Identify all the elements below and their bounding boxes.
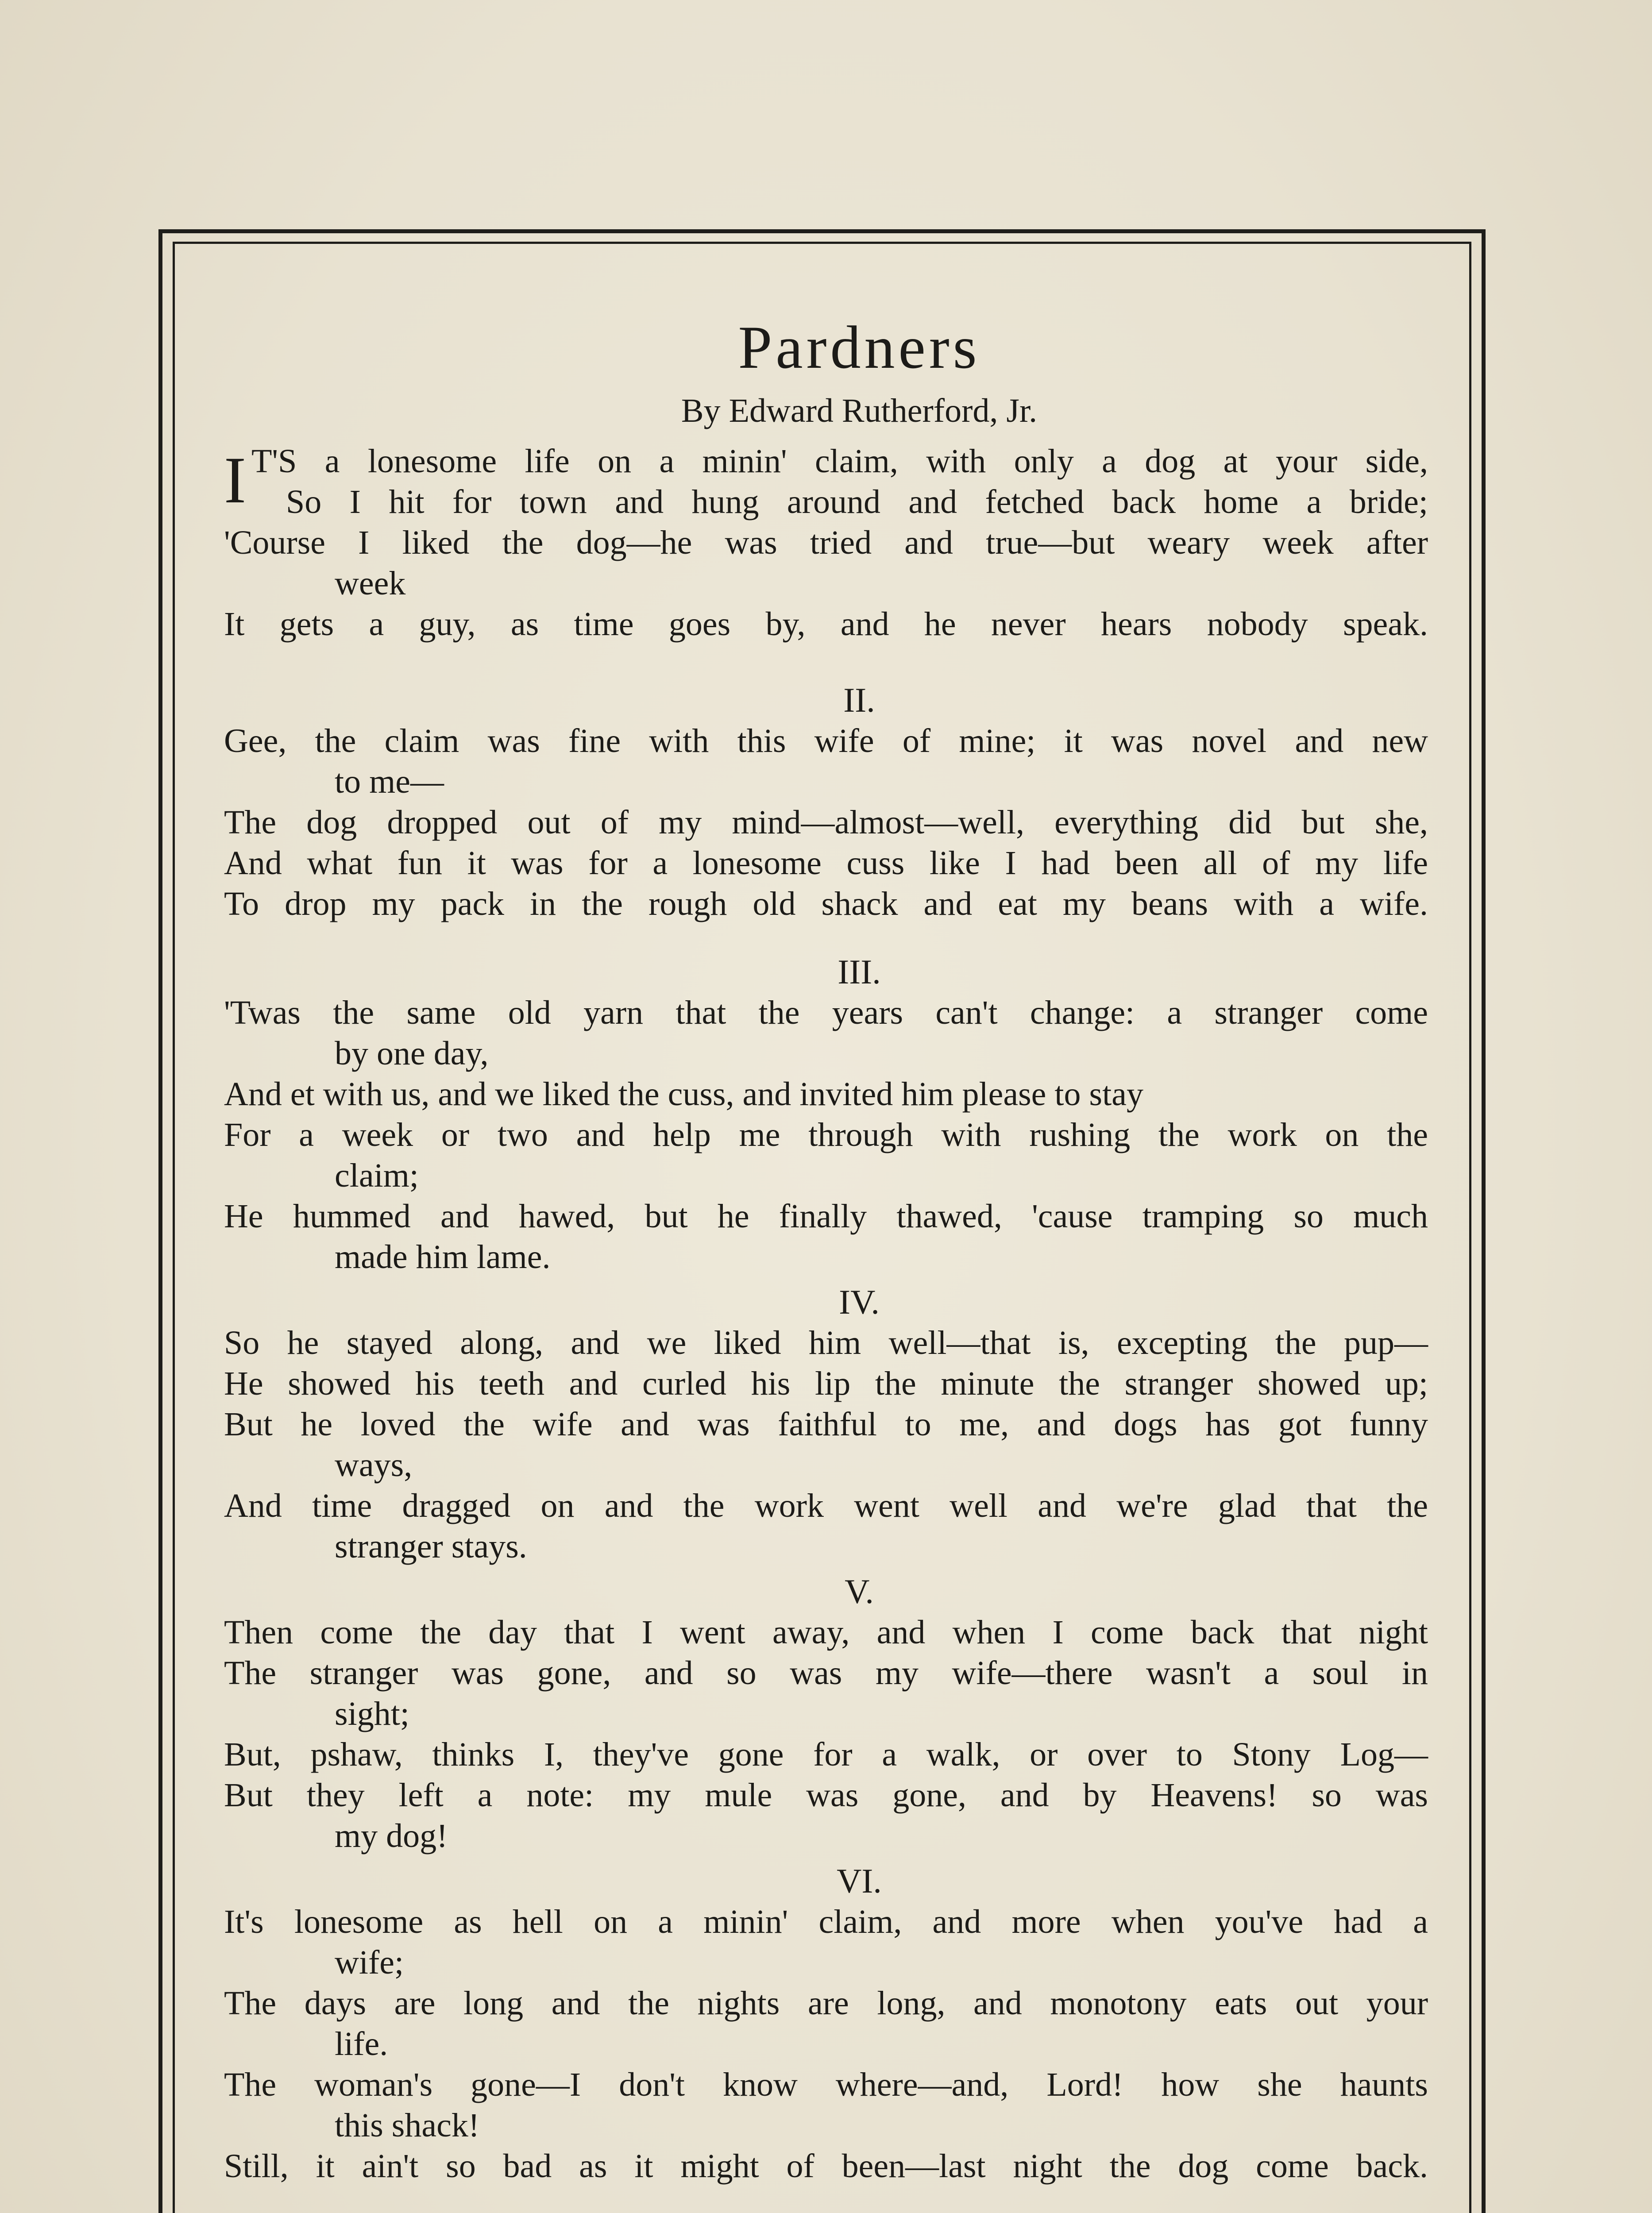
stanza-5-line-1: Then come the day that I went away, and when I come back that night xyxy=(224,1614,1428,1651)
stanza-3-number: III. xyxy=(838,952,881,991)
stanza-4-line-3: But he loved the wife and was faithful to me, and dogs has got funny xyxy=(224,1406,1428,1443)
stanza-6-line-3: The woman's gone—I don't know where—and, Lord! how she haunts xyxy=(224,2066,1428,2103)
stanza-6-line-2: The days are long and the nights are long, and monotony eats out your xyxy=(224,1985,1428,2022)
stanza-1 xyxy=(224,441,1428,644)
stanza-2-line-1: Gee, the claim was fine with this wife of mine; it was novel and new xyxy=(224,722,1428,760)
stanza-5-line-4: But they left a note: my mule was gone, and by Heavens! so was xyxy=(224,1777,1428,1814)
stanza-1-line-4: It gets a guy, as time goes by, and he never hears nobody speak. xyxy=(224,605,1428,643)
stanza-6-line-1-cont: wife; xyxy=(335,1944,404,1981)
stanza-3-line-3-cont: claim; xyxy=(335,1157,419,1194)
stanza-5-number: V. xyxy=(845,1572,874,1611)
stanza-5-line-4-cont: my dog! xyxy=(335,1817,448,1854)
stanza-1-line-3: 'Course I liked the dog—he was tried and true—but weary week after xyxy=(224,524,1428,561)
stanza-1-line-1: I T'S a lonesome life on a minin' claim, with only a dog at your side, xyxy=(224,443,1428,517)
stanza-2-line-4: To drop my pack in the rough old shack and eat my beans with a wife. xyxy=(224,885,1428,922)
stanza-1-line-2: So I hit for town and hung around and fetched back home a bride; xyxy=(286,483,1428,520)
stanza-4-line-4: And time dragged on and the work went well and we're glad that the xyxy=(224,1487,1428,1524)
stanza-5 xyxy=(224,1571,1428,1856)
stanza-6-line-2-cont: life. xyxy=(335,2025,388,2063)
stanza-6-line-4: Still, it ain't so bad as it might of been—last night the dog come back. xyxy=(224,2147,1428,2185)
poem-title: Pardners xyxy=(738,313,980,381)
stanza-4-line-3-cont: ways, xyxy=(335,1446,413,1484)
stanza-2-number: II. xyxy=(843,681,875,719)
stanza-2-line-2: The dog dropped out of my mind—almost—well, everything did but she, xyxy=(224,804,1428,841)
stanza-6-line-3-cont: this shack! xyxy=(335,2107,480,2144)
stanza-5-line-3: But, pshaw, thinks I, they've gone for a walk, or over to Stony Log— xyxy=(224,1736,1428,1773)
stanza-3-line-3: For a week or two and help me through with rushing the work on the xyxy=(224,1116,1428,1153)
stanza-5-line-2-cont: sight; xyxy=(335,1695,409,1732)
stanza-6-number: VI. xyxy=(837,1862,882,1900)
stanza-3-line-4-cont: made him lame. xyxy=(335,1238,551,1276)
stanza-6-line-1: It's lonesome as hell on a minin' claim, and more when you've had a xyxy=(224,1903,1428,1940)
stanza-6 xyxy=(224,1861,1428,2186)
stanza-3 xyxy=(224,952,1428,1277)
stanza-4-line-1: So he stayed along, and we liked him well—that is, excepting the pup— xyxy=(224,1324,1428,1361)
stanza-5-line-2: The stranger was gone, and so was my wife—there wasn't a soul in xyxy=(224,1654,1428,1692)
poem-byline: By Edward Rutherford, Jr. xyxy=(681,392,1038,429)
stanza-3-line-2: And et with us, and we liked the cuss, and invited him please to stay xyxy=(224,1076,1143,1113)
stanza-1-line-3-cont: week xyxy=(335,565,406,602)
stanza-4-line-4-cont: stranger stays. xyxy=(335,1528,527,1565)
stanza-4-number: IV. xyxy=(839,1283,880,1321)
stanza-3-line-1-cont: by one day, xyxy=(335,1035,489,1072)
stanza-3-line-1: 'Twas the same old yarn that the years can't change: a stranger come xyxy=(224,994,1428,1031)
stanza-2 xyxy=(224,680,1428,924)
drop-cap: I xyxy=(224,443,246,517)
stanza-4 xyxy=(224,1282,1428,1567)
poem-body xyxy=(224,310,1428,2186)
stanza-4-line-2: He showed his teeth and curled his lip the minute the stranger showed up; xyxy=(224,1365,1428,1402)
stanza-3-line-4: He hummed and hawed, but he finally thawed, 'cause tramping so much xyxy=(224,1198,1428,1235)
stanza-2-line-1-cont: to me— xyxy=(335,763,444,800)
stanza-2-line-3: And what fun it was for a lonesome cuss like I had been all of my life xyxy=(224,844,1428,882)
